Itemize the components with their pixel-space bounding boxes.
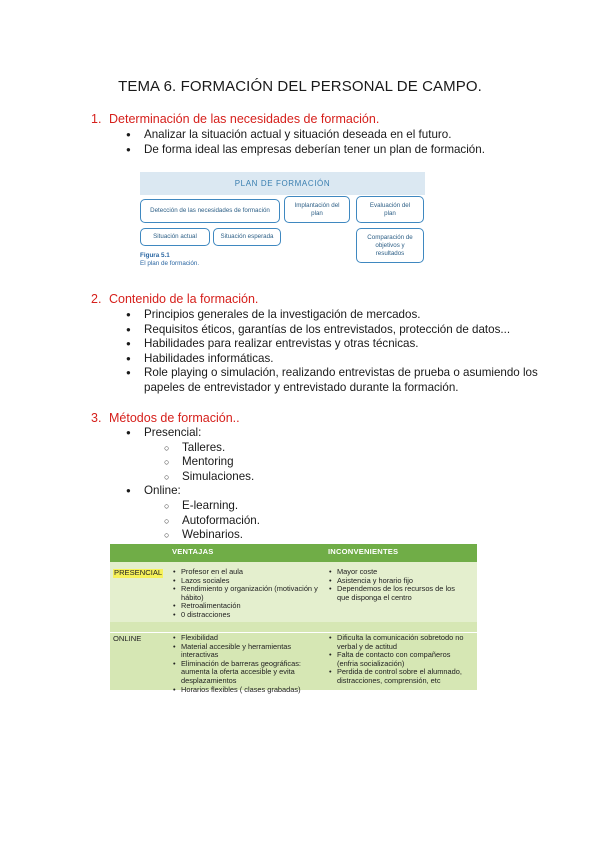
section-number: 3. — [91, 411, 102, 425]
table-cell-item: • Lazos sociales — [172, 577, 322, 586]
table-cell-item: • Dependemos de los recursos de los que disponga el centro — [328, 585, 468, 602]
list-item-label: Online: — [144, 484, 181, 498]
list-item: ● Analizar la situación actual y situación deseada en el futuro. — [126, 128, 546, 143]
section-title: Contenido de la formación. — [109, 292, 259, 306]
box-evaluacion: Evaluación del plan — [356, 196, 424, 223]
sublist-item: ○ E-learning. — [164, 499, 546, 514]
section-number: 2. — [91, 292, 102, 306]
list-item: ● De forma ideal las empresas deberían tener un plan de formación. — [126, 143, 546, 158]
section-title: Métodos de formación.. — [109, 411, 240, 425]
table-cell-item: • Dificulta la comunicación sobretodo no verbal y de actitud — [328, 634, 468, 651]
figure-caption — [140, 252, 199, 268]
table-cell-item: • Perdida de control sobre el alumnado, distracciones, comprensión, etc — [328, 668, 468, 685]
section-heading-1 — [91, 112, 379, 126]
sublist-online — [144, 499, 546, 543]
row-label-presencial: PRESENCIAL — [114, 568, 163, 577]
table-cell-item: • Flexibilidad — [172, 634, 322, 643]
sublist-item: ○ Talleres. — [164, 441, 546, 456]
table-cell-item: • Asistencia y horario fijo — [328, 577, 468, 586]
list-item: ● Habilidades para realizar entrevistas y otras técnicas. — [126, 337, 546, 352]
header-cell-inconvenientes: INCONVENIENTES — [328, 547, 399, 556]
list-item-label: Presencial: — [144, 426, 202, 439]
box-implantacion: Implantación del plan — [284, 196, 350, 223]
list-item: ● Role playing o simulación, realizando entrevistas de prueba o asumiendo los papeles de entrevistador y entrevistado durante la formación. — [126, 366, 546, 395]
table-cell-item: • Rendimiento y organización (motivación y hábito) — [172, 585, 322, 602]
section-heading-3 — [91, 411, 240, 425]
sublist-item: ○ Simulaciones. — [164, 470, 546, 485]
sublist-item: ○ Webinarios. — [164, 528, 546, 543]
bullet-list-2 — [126, 308, 546, 396]
inconvenientes-online — [328, 634, 468, 686]
figure-caption-text: El plan de formación. — [140, 260, 200, 267]
comparison-table — [110, 544, 477, 694]
table-cell-item: • Horarios flexibles ( clases grabadas) — [172, 686, 322, 695]
list-item-online — [126, 484, 546, 542]
section-number: 1. — [91, 112, 102, 126]
figure-caption-label: Figura 5.1 — [140, 252, 170, 259]
table-cell-item: • Profesor en el aula — [172, 568, 322, 577]
inconvenientes-presencial — [328, 568, 468, 602]
box-comparacion: Comparación de objetivos y resultados — [356, 228, 424, 263]
list-item: ● Principios generales de la investigación de mercados. — [126, 308, 546, 323]
training-plan-figure — [140, 168, 425, 274]
list-item: ● Habilidades informáticas. — [126, 352, 546, 367]
section-title: Determinación de las necesidades de formación. — [109, 112, 380, 126]
list-item: ● Requisitos éticos, garantías de los entrevistados, protección de datos... — [126, 323, 546, 338]
box-deteccion: Detección de las necesidades de formación — [140, 199, 280, 223]
sublist-presencial — [144, 441, 546, 485]
table-cell-item: • Material accesible y herramientas interactivas — [172, 643, 322, 660]
list-item-presencial — [126, 426, 546, 484]
table-cell-item: • Falta de contacto con compañeros (enfria socialización) — [328, 651, 468, 668]
figure-banner: PLAN DE FORMACIÓN — [140, 172, 425, 195]
ventajas-online — [172, 634, 322, 694]
table-header — [110, 544, 477, 562]
page-title: TEMA 6. FORMACIÓN DEL PERSONAL DE CAMPO. — [118, 78, 482, 95]
box-situacion-actual: Situación actual — [140, 228, 210, 246]
section-heading-2 — [91, 292, 258, 306]
table-cell-item: • 0 distracciones — [172, 611, 322, 620]
bullet-list-3 — [126, 426, 546, 543]
sublist-item: ○ Autoformación. — [164, 514, 546, 529]
table-cell-item: • Mayor coste — [328, 568, 468, 577]
header-cell-ventajas: VENTAJAS — [172, 547, 214, 556]
box-situacion-esperada: Situación esperada — [213, 228, 281, 246]
table-cell-item: • Eliminación de barreras geográficas: aumenta la oferta accesible y evita desplazamientos — [172, 660, 322, 686]
row-label-online: ONLINE — [113, 634, 142, 643]
table-cell-item: • Retroalimentación — [172, 602, 322, 611]
sublist-item: ○ Mentoring — [164, 455, 546, 470]
ventajas-presencial — [172, 568, 322, 620]
bullet-list-1 — [126, 128, 546, 157]
